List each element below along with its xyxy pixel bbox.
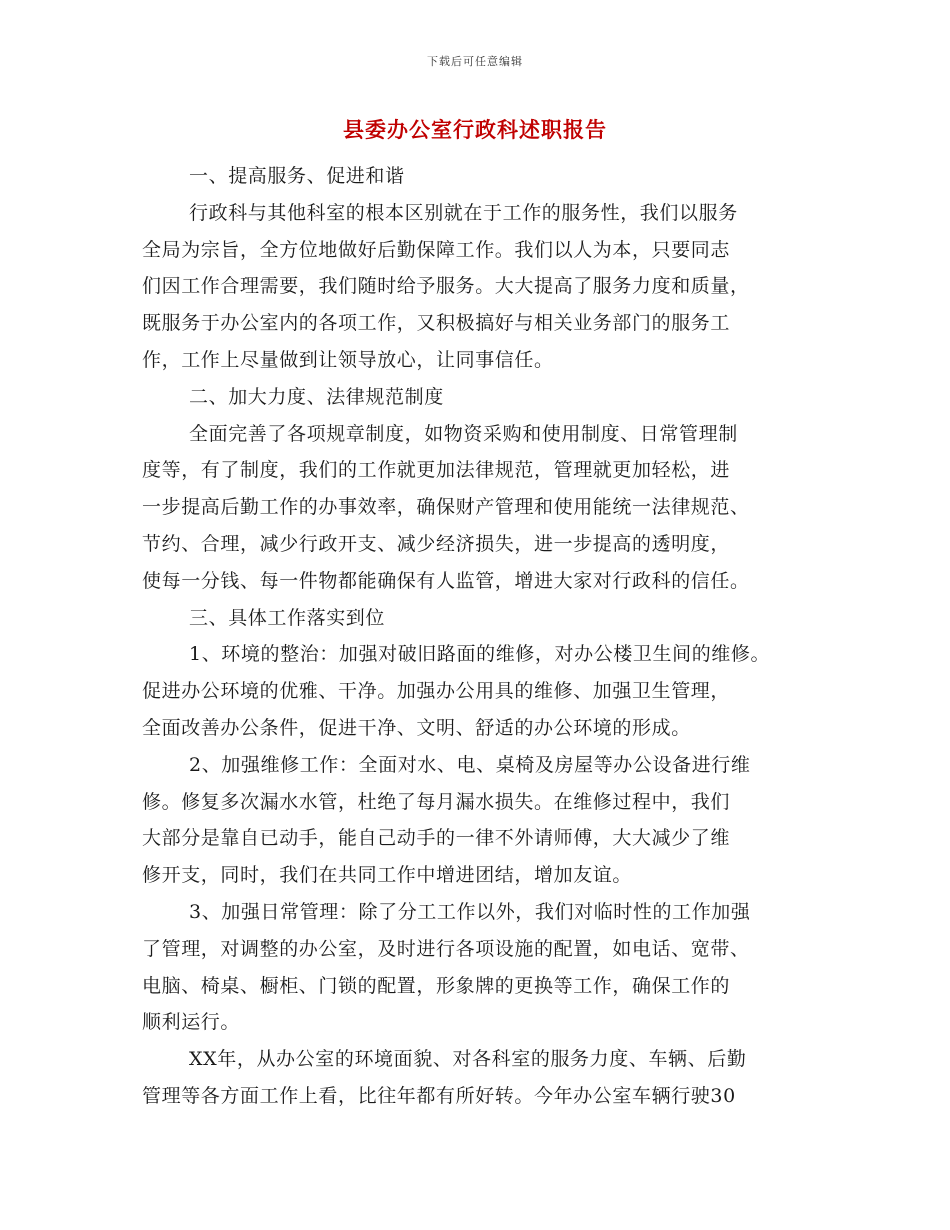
body-line: 顺利运行。: [142, 1011, 241, 1034]
body-line: 全面完善了各项规章制度，如物资采购和使用制度、日常管理制: [189, 422, 738, 445]
body-line: 1、环境的整治：加强对破旧路面的维修，对办公楼卫生间的维修。: [189, 643, 771, 666]
body-line: 电脑、椅桌、橱柜、门锁的配置，形象牌的更换等工作，确保工作的: [142, 974, 731, 997]
body-line: 节约、合理，减少行政开支、减少经济损失，进一步提高的透明度，: [142, 532, 731, 555]
document-body: [142, 158, 812, 1115]
body-line: 一步提高后勤工作的办事效率，确保财产管理和使用能统一法律规范、: [142, 496, 750, 519]
body-line: 一、提高服务、促进和谐: [189, 165, 405, 187]
body-line: 大部分是靠自已动手，能自己动手的一律不外请师傅，大大减少了维: [142, 827, 731, 850]
body-line: 3、加强日常管理：除了分工工作以外，我们对临时性的工作加强: [189, 900, 751, 923]
body-line: 全面改善办公条件，促进干净、文明、舒适的办公环境的形成。: [142, 716, 691, 739]
body-line: 修。修复多次漏水水管，杜绝了每月漏水损失。在维修过程中，我们: [142, 790, 731, 813]
body-line: XX年，从办公室的环境面貌、对各科室的服务力度、车辆、后勤: [189, 1048, 747, 1071]
body-line: 使每一分钱、每一件物都能确保有人监管，增进大家对行政科的信任。: [142, 569, 750, 592]
header-note: 下载后可任意编辑: [427, 55, 523, 68]
body-line: 们因工作合理需要，我们随时给予服务。大大提高了服务力度和质量，: [142, 275, 750, 298]
body-line: 二、加大力度、法律规范制度: [189, 385, 444, 408]
body-line: 作，工作上尽量做到让领导放心，让同事信任。: [142, 348, 554, 371]
body-line: 2、加强维修工作：全面对水、电、桌椅及房屋等办公设备进行维: [189, 753, 751, 776]
body-line: 行政科与其他科室的根本区别就在于工作的服务性，我们以服务: [189, 201, 738, 224]
body-line: 修开支，同时，我们在共同工作中增进团结，增加友谊。: [142, 864, 633, 887]
document-title: 县委办公室行政科述职报告: [343, 117, 607, 142]
body-line: 管理等各方面工作上看，比往年都有所好转。今年办公室车辆行驶30: [142, 1084, 736, 1107]
body-line: 了管理，对调整的办公室，及时进行各项设施的配置，如电话、宽带、: [142, 937, 750, 960]
body-line: 三、具体工作落实到位: [189, 606, 386, 629]
body-line: 既服务于办公室内的各项工作，又积极搞好与相关业务部门的服务工: [142, 312, 731, 335]
body-line: 全局为宗旨，全方位地做好后勤保障工作。我们以人为本，只要同志: [142, 238, 731, 261]
body-line: 度等，有了制度，我们的工作就更加法律规范，管理就更加轻松，进: [142, 459, 731, 482]
body-line: 促进办公环境的优雅、干净。加强办公用具的维修、加强卫生管理，: [142, 680, 731, 703]
